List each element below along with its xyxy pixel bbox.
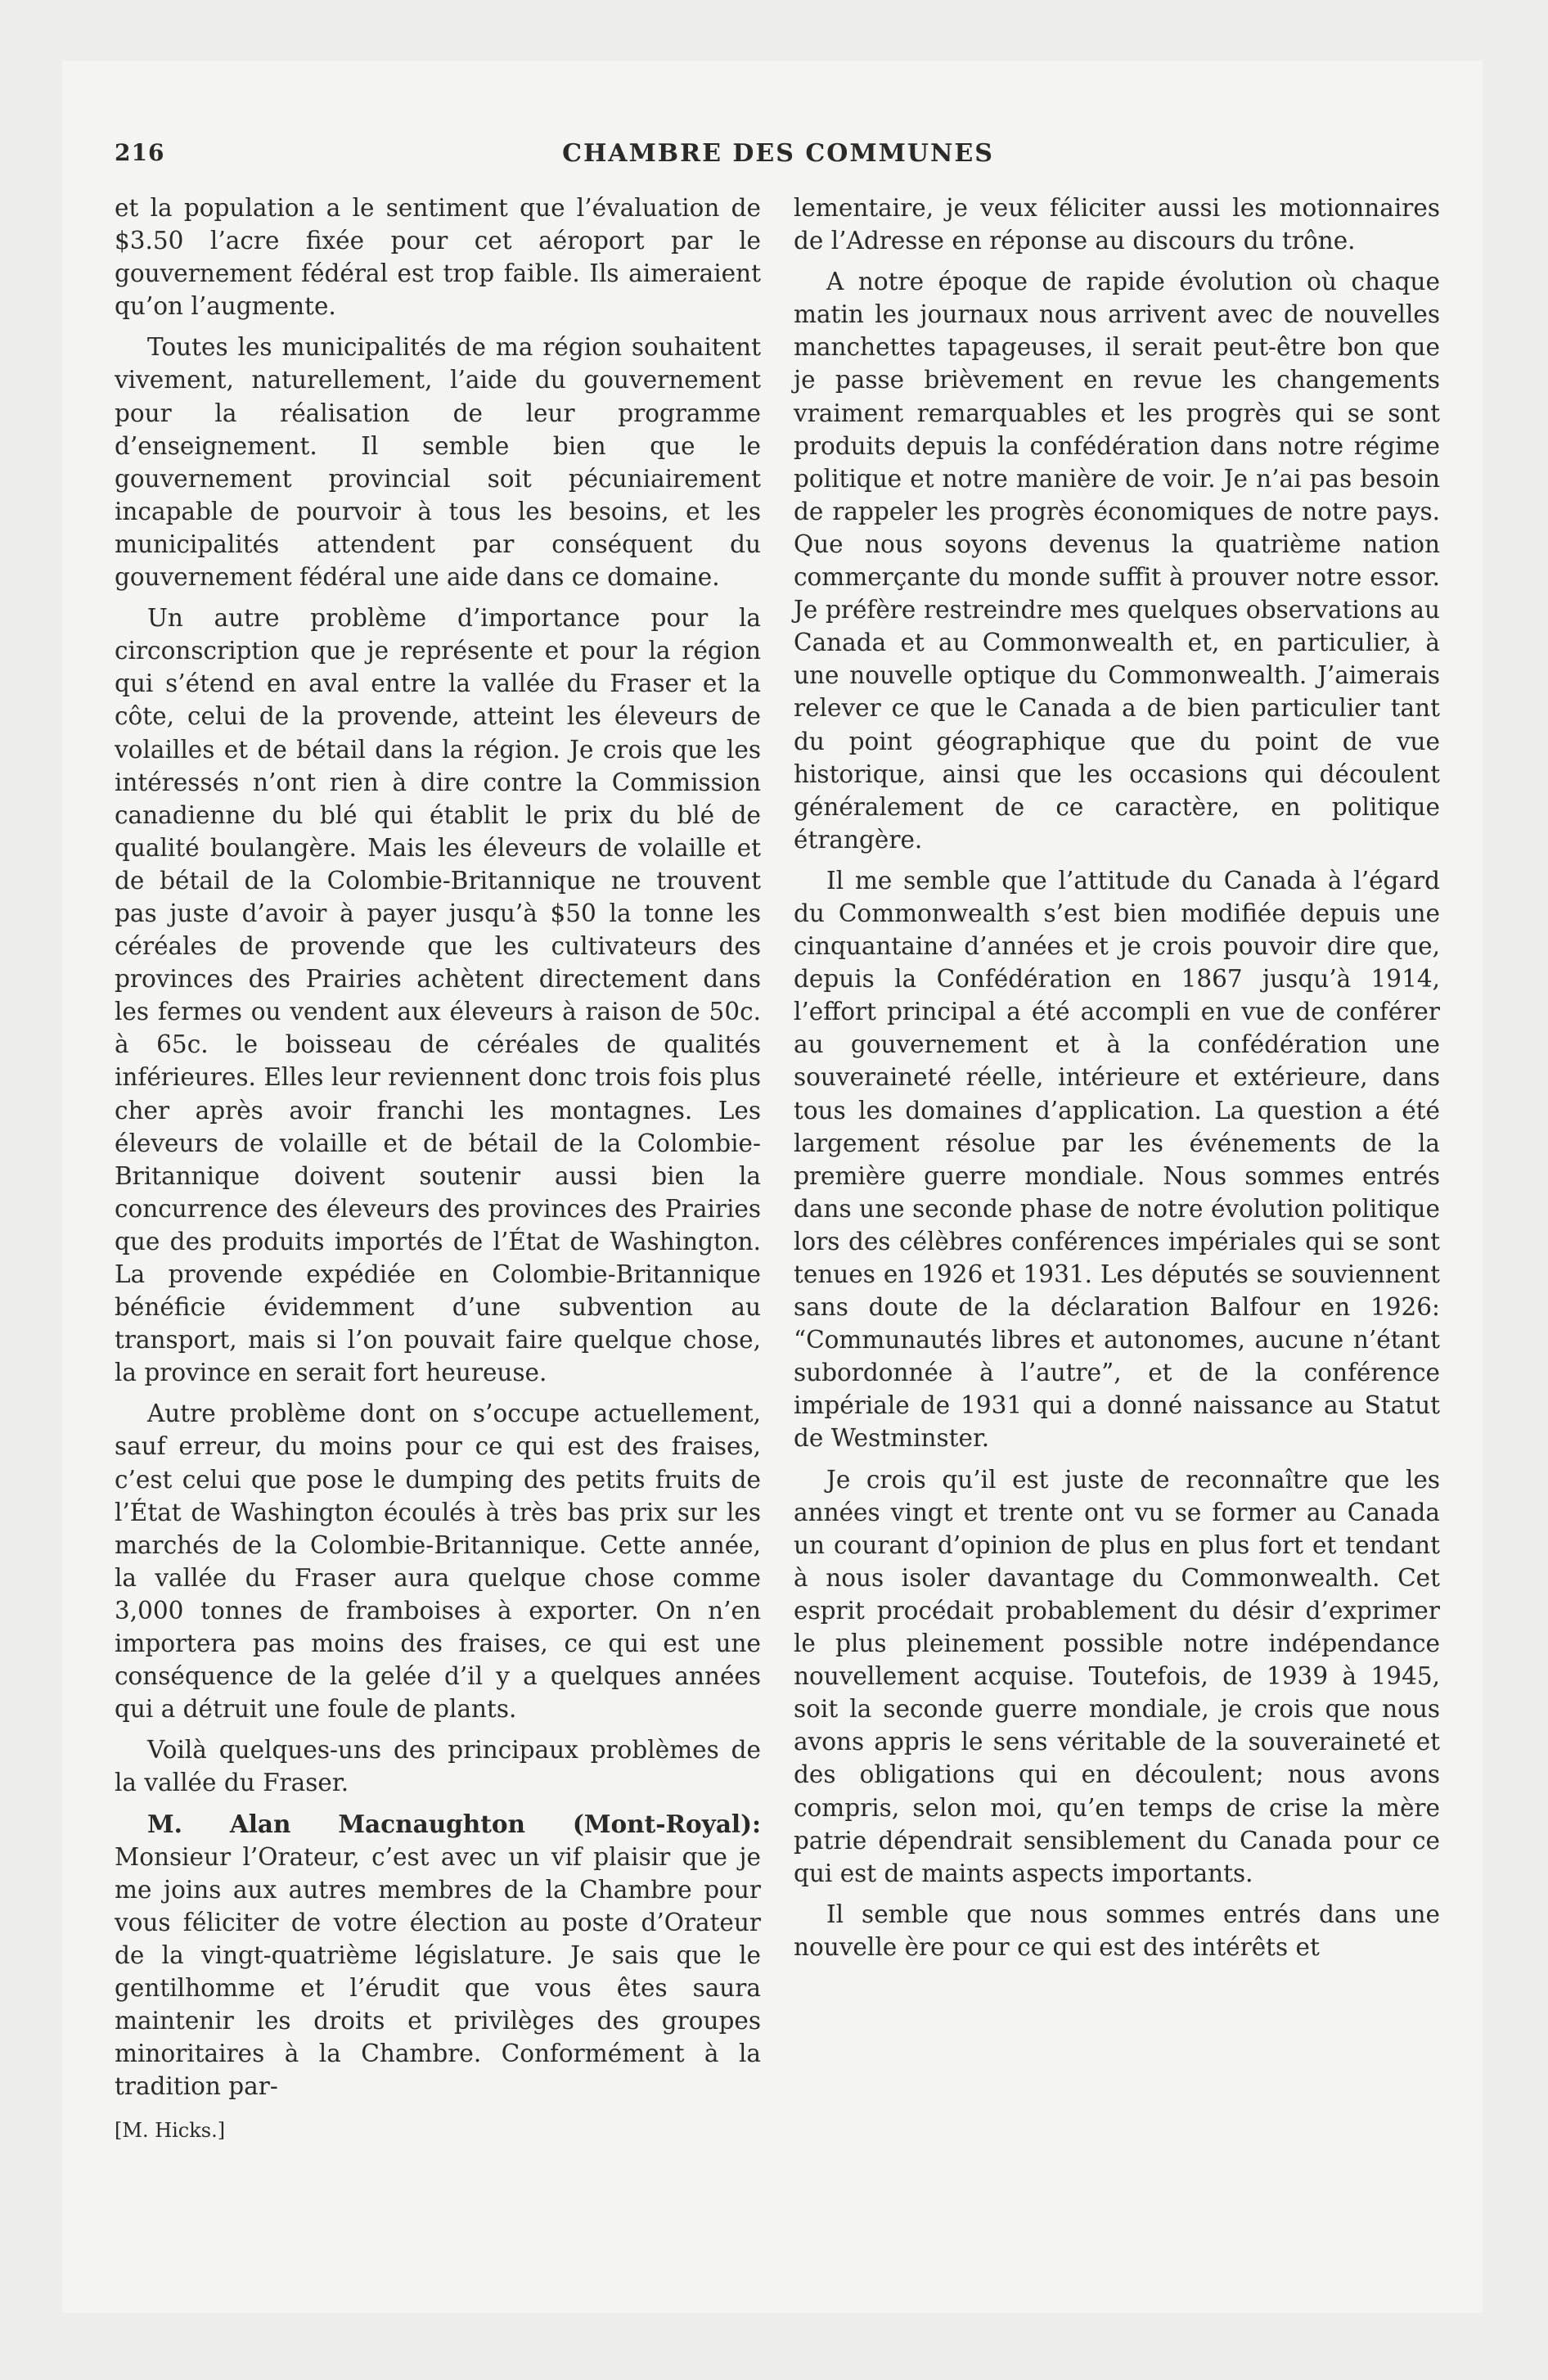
paragraph: Un autre problème d’importance pour la circonscription que je représente et pour la région qui s’étend en aval entre la vallée du Fraser et la côte, celui de la provende, atteint les éleveurs de volailles et de bétail dans la région. Je crois que les intéressés n’ont rien à dire contre la Commission canadienne du blé qui établit le prix du blé de qualité boulangère. Mais les éleveurs de volaille et de bétail de la Colombie-Britannique ne trouvent pas juste d’avoir à payer jusqu’à $50 la tonne les céréales de provende que les cultivateurs des provinces des Prairies achètent directement dans les fermes ou vendent aux éleveurs à raison de 50c. à 65c. le boisseau de céréales de qualités inférieures. Elles leur reviennent donc trois fois plus cher après avoir franchi les montagnes. Les éleveurs de volaille et de bétail de la Colombie-Britannique doivent soutenir aussi bien la concurrence des éleveurs des provinces des Prairies que des produits importés de l’État de Washington. La provende expédiée en Colombie-Britannique bénéficie évidemment d’une subvention au transport, mais si l’on pouvait faire quelque chose, la province en serait fort heureuse. [115, 604, 761, 1387]
speech-text: Monsieur l’Orateur, c’est avec un vif plaisir que je me joins aux autres membres de la Chambre pour vous féliciter de votre élection au poste d’Orateur de la vingt-quatrième législature. Je sais que le gentilhomme et l’érudit que vous êtes saura maintenir les droits et privilèges des groupes minoritaires à la Chambre. Conformément à la tradition par- [115, 1842, 761, 2101]
speaker-footnote: [M. Hicks.] [115, 2119, 226, 2143]
paragraph: Il semble que nous sommes entrés dans une nouvelle ère pour ce qui est des intérêts et [794, 1900, 1440, 1961]
paragraph: Toutes les municipalités de ma région souhaitent vivement, naturellement, l’aide du gouvernement pour la réalisation de leur programme d’enseignement. Il semble bien que le gouvernement provincial soit pécuniairement incapable de pourvoir à tous les besoins, et les municipalités attendent par conséquent du gouvernement fédéral une aide dans ce domaine. [115, 333, 761, 592]
speech-paragraph [115, 1808, 761, 2103]
page-header [115, 139, 1442, 180]
page [62, 61, 1483, 2313]
running-head: CHAMBRE DES COMMUNES [562, 139, 994, 168]
paragraph: lementaire, je veux féliciter aussi les motionnaires de l’Adresse en réponse au discours du trône. [794, 194, 1440, 255]
paragraph: A notre époque de rapide évolution où chaque matin les journaux nous arrivent avec de nouvelles manchettes tapageuses, il serait peut-être bon que je passe brièvement en revue les changements vraiment remarquables et les progrès qui se sont produits depuis la confédération dans notre régime politique et notre manière de voir. Je n’ai pas besoin de rappeler les progrès économiques de notre pays. Que nous soyons devenus la quatrième nation commerçante du monde suffit à prouver notre essor. Je préfère restreindre mes quelques observations au Canada et au Commonwealth et, en particulier, à une nouvelle optique du Commonwealth. J’aimerais relever ce que le Canada a de bien particulier tant du point géographique que du point de vue historique, ainsi que les occasions qui découlent généralement de ce caractère, en politique étrangère. [794, 268, 1440, 854]
paragraph: Je crois qu’il est juste de reconnaître que les années vingt et trente ont vu se former au Canada un courant d’opinion de plus en plus fort et tendant à nous isoler davantage du Commonwealth. Cet esprit procédait probablement du désir d’exprimer le plus pleinement possible notre indépendance nouvellement acquise. Toutefois, de 1939 à 1945, soit la seconde guerre mondiale, je crois que nous avons appris le sens véritable de la souveraineté et des obligations qui en découlent; nous avons compris, selon moi, qu’en temps de crise la mère patrie dépendrait sensiblement du Canada pour ce qui est de maints aspects importants. [794, 1465, 1440, 1887]
left-column [115, 192, 761, 2147]
paragraph: et la population a le sentiment que l’évaluation de $3.50 l’acre fixée pour cet aéroport par le gouvernement fédéral est trop faible. Ils aimeraient qu’on l’augmente. [115, 194, 761, 321]
page-number: 216 [115, 139, 165, 166]
right-column [794, 192, 1440, 1963]
paragraph: Autre problème dont on s’occupe actuellement, sauf erreur, du moins pour ce qui est des fraises, c’est celui que pose le dumping des petits fruits de l’État de Washington écoulés à très bas prix sur les marchés de la Colombie-Britannique. Cette année, la vallée du Fraser aura quelque chose comme 3,000 tonnes de framboises à exporter. On n’en importera pas moins des fraises, ce qui est une conséquence de la gelée d’il y a quelques années qui a détruit une foule de plants. [115, 1400, 761, 1724]
paragraph: Voilà quelques-uns des principaux problèmes de la vallée du Fraser. [115, 1736, 761, 1797]
paragraph: Il me semble que l’attitude du Canada à l’égard du Commonwealth s’est bien modifiée depuis une cinquantaine d’années et je crois pouvoir dire que, depuis la Confédération en 1867 jusqu’à 1914, l’effort principal a été accompli en vue de conférer au gouvernement et à la confédération une souveraineté réelle, intérieure et extérieure, dans tous les domaines d’application. La question a été largement résolue par les événements de la première guerre mondiale. Nous sommes entrés dans une seconde phase de notre évolution politique lors des célèbres conférences impériales qui se sont tenues en 1926 et 1931. Les députés se souviennent sans doute de la déclaration Balfour en 1926: “Communautés libres et autonomes, aucune n’étant subordonnée à l’autre”, et de la conférence impériale de 1931 qui a donné naissance au Statut de Westminster. [794, 866, 1440, 1453]
speaker-name: M. Alan Macnaughton (Mont-Royal): [147, 1809, 761, 1838]
